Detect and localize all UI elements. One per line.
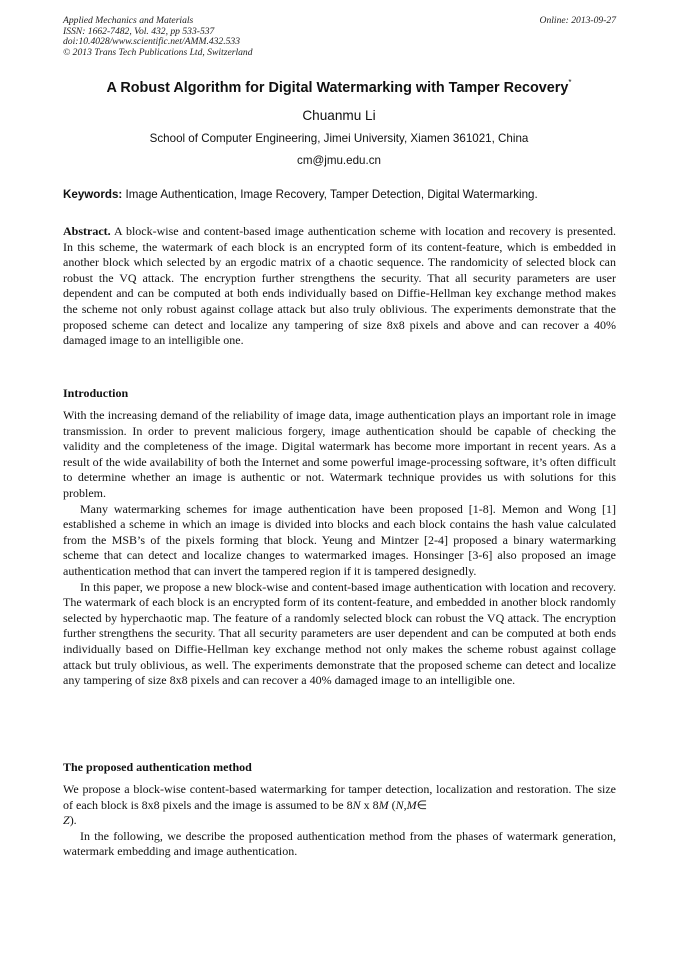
abstract-label: Abstract. xyxy=(63,224,111,238)
issn-line: ISSN: 1662-7482, Vol. 432, pp 533-537 xyxy=(63,25,215,37)
paper-title xyxy=(40,79,638,97)
author-affiliation: School of Computer Engineering, Jimei University, Xiamen 361021, China xyxy=(149,132,529,145)
abstract-text: A block-wise and content-based image authentication scheme with location and recovery is presented. In this scheme, the watermark of each block is an encrypted form of its content-feature, which is embedded in another block which selected by an ergodic matrix of a chaotic sequence. The randomicity of selected block can robust the VQ attack. The encryption further strengthens the security. That all security parameters are user dependent and can be computed at both ends individually based on Diffie-Hellman key exchange method makes the scheme not only robust against collage attack but also truly oblivious. The experiments demonstrate that the proposed scheme can detect and localize any tampering of size 8x8 pixels and above and can recover a 40% damaged image to an intelligible one. xyxy=(63,224,616,348)
keywords-text: Image Authentication, Image Recovery, Tamper Detection, Digital Watermarking. xyxy=(125,188,538,201)
doi-line: doi:10.4028/www.scientific.net/AMM.432.533 xyxy=(63,36,241,47)
method-paragraph-2: In the following, we describe the proposed authentication method from the phases of watermark generation, watermark embedding and image authentication. xyxy=(63,828,616,859)
method-heading: The proposed authentication method xyxy=(63,760,252,774)
copyright-line: © 2013 Trans Tech Publications Ltd, Switzerland xyxy=(63,46,253,58)
title-text: A Robust Algorithm for Digital Watermarking with Tamper Recovery xyxy=(106,80,569,96)
method-paragraph-1: We propose a block-wise content-based watermarking for tamper detection, localization and restoration. The size of each block is 8x8 pixels and the image is assumed to be 8N x 8M (N,M∈ Z). xyxy=(63,782,616,828)
method-body xyxy=(63,782,616,860)
journal-name: Applied Mechanics and Materials xyxy=(63,15,194,26)
online-date: Online: 2013-09-27 xyxy=(539,15,616,26)
keywords-label: Keywords: xyxy=(63,188,123,201)
journal-header xyxy=(63,16,616,58)
introduction-paragraph-2: Many watermarking schemes for image authentication have been proposed [1-8]. Memon and Wong [1] established a scheme in which an image is divided into blocks and each block contains the hash value calculated from the MSB’s of the pixels forming that block. Yeung and Mintzer [2-4] proposed a binary watermarking scheme that can detect and localize changes to watermarked images. Honsinger [3-6] also proposed an image authentication method that can invert the tampered region if it is tampered designedly. xyxy=(63,501,616,578)
author-email: cm@jmu.edu.cn xyxy=(297,154,381,167)
introduction-body xyxy=(63,408,616,689)
introduction-paragraph-3: In this paper, we propose a new block-wise and content-based image authentication with location and recovery. The watermark of each block is an encrypted form of its content-feature, and embedded in another block randomly selected by hyperchaotic map. The feature of a randomly selected block can robust the VQ attack. The encryption further strengthens the security. That all security parameters are user dependent and can be computed at both ends individually based on Diffie-Hellman key exchange method not only makes the scheme robust against collage attack but truly oblivious, as well. The experiments demonstrate that the proposed scheme can detect and localize any tampering of size 8x8 pixels and can recover a 40% damaged image to an intelligible one. xyxy=(63,579,616,688)
keywords xyxy=(63,187,616,202)
introduction-paragraph-1: With the increasing demand of the reliability of image data, image authentication plays an important role in image transmission. In order to prevent malicious forgery, image authentication should be capable of checking the validity and the completeness of the image. Digital watermark has become more important in recent years. As a result of the wide availability of both the Internet and some powerful image-processing software, it’s often difficult to determine whether an image is authentic or not. Watermark technique provides us with solutions for this problem. xyxy=(63,408,616,500)
author-name: Chuanmu Li xyxy=(302,108,376,123)
title-footnote-mark: * xyxy=(568,78,572,87)
abstract xyxy=(63,224,616,349)
introduction-heading: Introduction xyxy=(63,386,129,400)
